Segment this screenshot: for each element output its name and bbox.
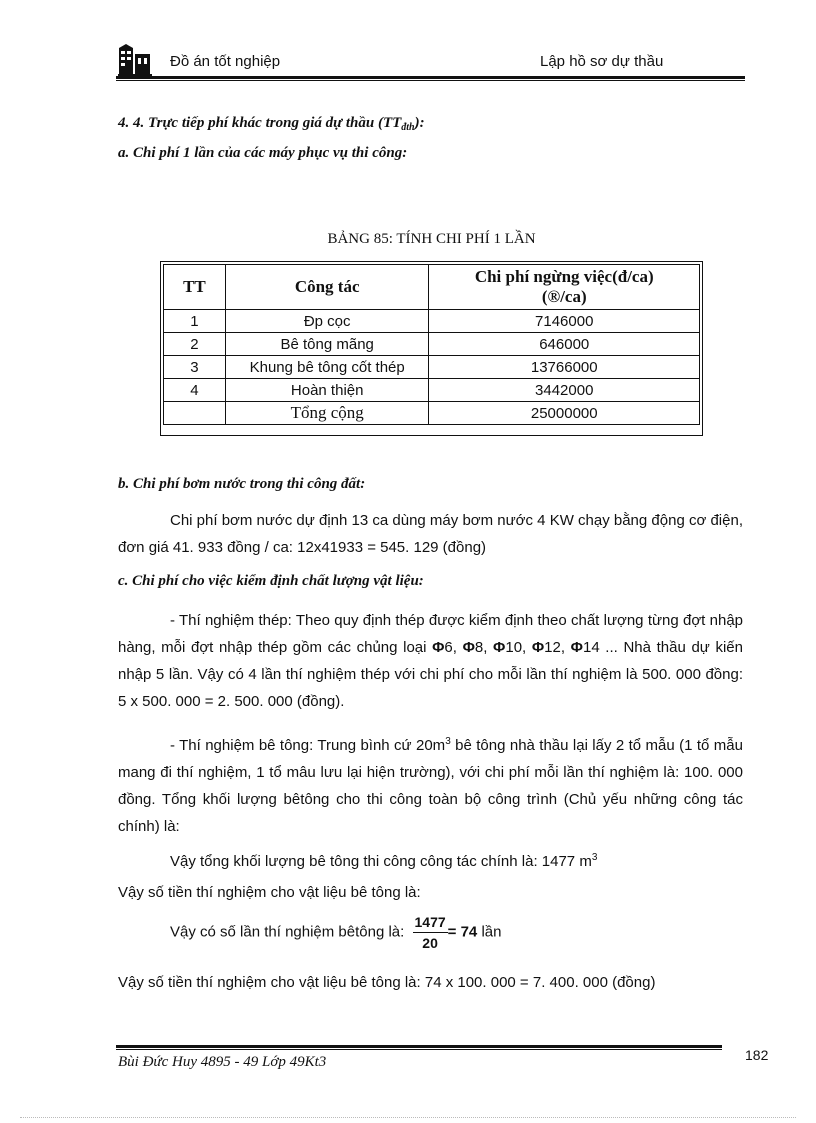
footer-rule-thin: [116, 1049, 722, 1050]
header-right-title: Lập hồ sơ dự thầu: [540, 53, 664, 70]
paragraph-steel-test: - Thí nghiệm thép: Theo quy định thép được kiểm định theo chất lượng từng đợt nhập hàng, mỗi đợt nhập thép gồm các chủng loại Φ6, Φ8, Φ10, Φ12, Φ14 ... Nhà thầu dự kiến nhập 5 lần. Vậy có 4 lần thí nghiệm thép với chi phí cho mỗi lần thí nghiệm là 500. 000 đồng: 5 x 500. 000 = 2. 500. 000 (đồng).: [118, 612, 743, 710]
total-value: 25000000: [429, 402, 700, 425]
fraction: $\frac{1477}{20}$: [414, 914, 446, 951]
cell-cong-tac: Đp cọc: [225, 310, 429, 333]
table-row: [164, 379, 700, 402]
table-row: [164, 310, 700, 333]
footer-author: Bùi Đức Huy 4895 - 49 Lớp 49Kt3: [118, 1054, 327, 1070]
paragraph-pump-cost: Chi phí bơm nước dự định 13 ca dùng máy bơm nước 4 KW chạy bằng động cơ điện, đơn giá 41. 933 đồng / ca: 12x41933 = 545. 129 (đồng): [118, 512, 743, 556]
paragraph-final-cost: Vậy số tiền thí nghiệm cho vật liệu bê tông là: 74 x 100. 000 = 7. 400. 000 (đồng): [118, 974, 656, 991]
header-tt: TT: [164, 265, 226, 310]
subsection-c-title: c. Chi phí cho việc kiểm định chất lượng vật liệu:: [118, 573, 424, 589]
header-rule-thin: [116, 80, 745, 81]
table-total-row: [164, 402, 700, 425]
cell-chi-phi: 646000: [429, 333, 700, 356]
paragraph-concrete-test: - Thí nghiệm bê tông: Trung bình cứ $20m^3$ bê tông nhà thầu lại lấy 2 tổ mẫu (1 tổ mẫu mang đi thí nghiệm, 1 tổ mâu lưu lại hiện trường), với chi phí mỗi lần thí nghiệm là: 100. 000 đồng. Tổng khối lượng bêtông cho thi công toàn bộ công trình (Chủ yếu những công tác chính) là:: [118, 736, 743, 835]
paragraph-concrete-volume: Vậy tổng khối lượng bê tông thi công công tác chính là: 1477 $m^3$: [170, 852, 598, 870]
cell-tt: 2: [164, 333, 226, 356]
page-number: 182: [745, 1047, 769, 1063]
header-chi-phi: Chi phí ngừng việc(đ/ca) (®/ca): [429, 265, 700, 310]
page-edge-divider: [20, 1117, 796, 1118]
paragraph-cost-label: Vậy số tiền thí nghiệm cho vật liệu bê tông là:: [118, 884, 421, 901]
cell-cong-tac: Hoàn thiện: [225, 379, 429, 402]
header-rule: [116, 76, 745, 79]
table-row: [164, 356, 700, 379]
subsection-a-title: a. Chi phí 1 lần của các máy phục vụ thi công:: [118, 145, 408, 161]
cell-cong-tac: Khung bê tông cốt thép: [225, 356, 429, 379]
table-header-row: [164, 265, 700, 310]
cell-empty: [164, 402, 226, 425]
cell-chi-phi: 13766000: [429, 356, 700, 379]
cell-tt: 1: [164, 310, 226, 333]
cell-cong-tac: Bê tông mãng: [225, 333, 429, 356]
cost-table: [163, 264, 700, 425]
section-title: 4. 4. Trực tiếp phí khác trong giá dự thầu $(TT_{đth})$:: [118, 115, 425, 133]
table-title: BẢNG 85: TÍNH CHI PHÍ 1 LẦN: [327, 231, 536, 247]
header-left-title: Đồ án tốt nghiệp: [170, 53, 281, 70]
cell-tt: 4: [164, 379, 226, 402]
logo-icon: [118, 44, 152, 76]
footer-rule: [116, 1045, 722, 1048]
header-cong-tac: Công tác: [225, 265, 429, 310]
paragraph-test-count: Vậy có số lần thí nghiệm bêtông là: $\frac{1477}{20}$ = 74 lần: [170, 914, 502, 951]
table-row: [164, 333, 700, 356]
subsection-b-title: b. Chi phí bơm nước trong thi công đất:: [118, 476, 366, 492]
total-label: Tổng cộng: [225, 402, 429, 425]
cell-tt: 3: [164, 356, 226, 379]
cell-chi-phi: 7146000: [429, 310, 700, 333]
cell-chi-phi: 3442000: [429, 379, 700, 402]
